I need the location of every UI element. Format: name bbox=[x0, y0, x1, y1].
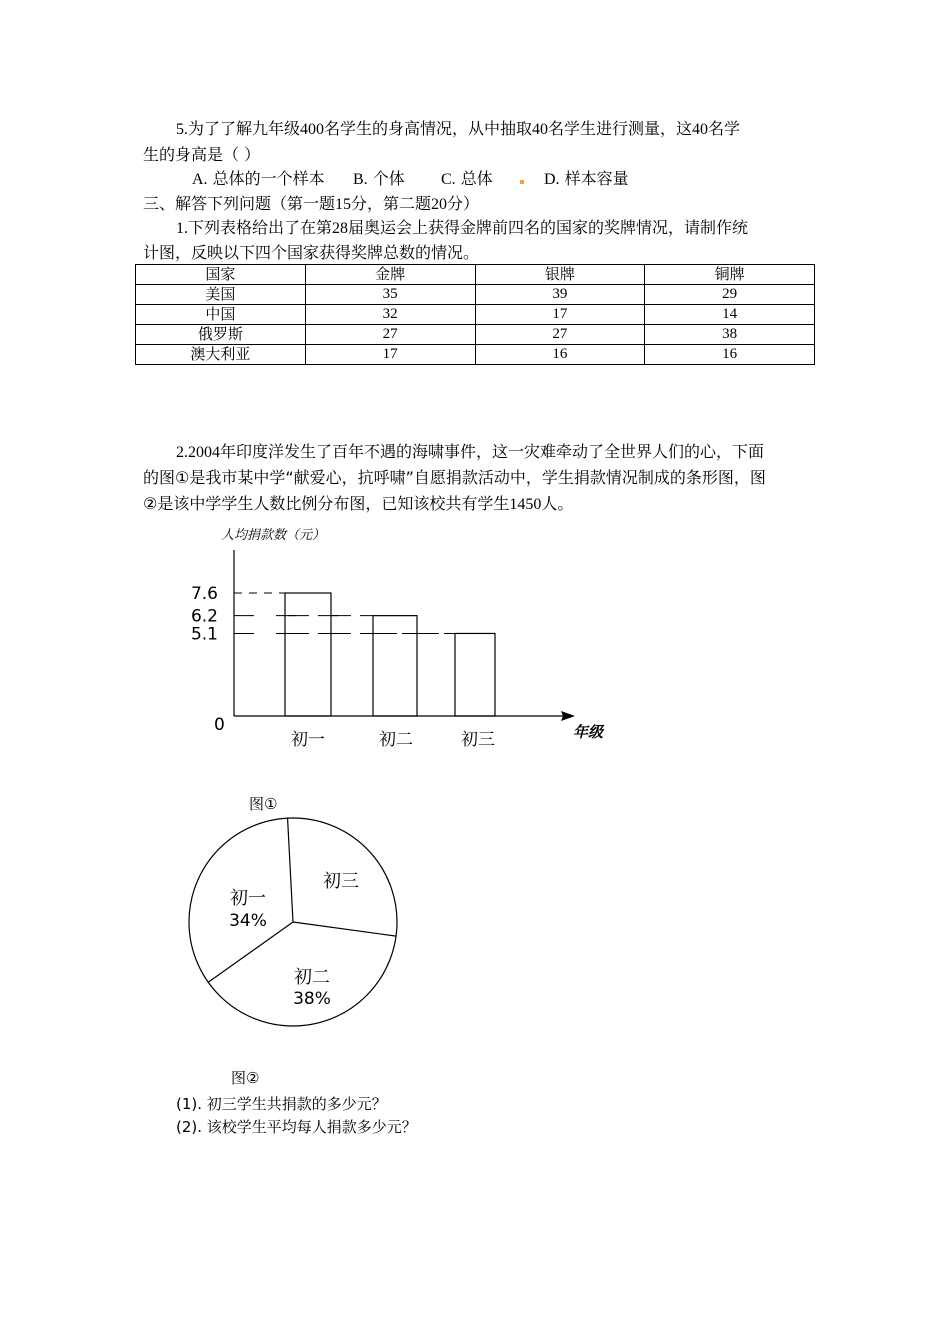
header-bronze: 铜牌 bbox=[645, 265, 815, 285]
y-axis-label: 人均捐款数（元） bbox=[221, 528, 326, 543]
cell-gold: 27 bbox=[305, 325, 475, 345]
option-letter: A. bbox=[192, 171, 208, 188]
p2-n2004: 2004 bbox=[188, 444, 220, 461]
p2-text-3a: ②是该中学学生人数比例分布图，已知该校共有学生 bbox=[143, 494, 510, 513]
p1-text-b: 届奥运会上获得金牌前四名的国家的奖牌情况，请制作统 bbox=[348, 218, 749, 237]
cell-gold: 32 bbox=[305, 305, 475, 325]
q5-text-d: 名学 bbox=[708, 119, 741, 138]
p1-line2: 计图，反映以下四个国家获得奖牌总数的情况。 bbox=[143, 243, 480, 262]
header-country: 国家 bbox=[136, 265, 306, 285]
question-1: (1). 初三学生共捐款的多少元？ bbox=[176, 1095, 387, 1113]
section-n15: 15 bbox=[335, 196, 352, 213]
q5-number: 5. bbox=[176, 121, 188, 138]
p2-n1450: 1450 bbox=[509, 496, 542, 513]
pie-group bbox=[189, 818, 397, 1026]
pie-slice-percent: 34% bbox=[229, 911, 267, 931]
p2-line2: 的图①是我市某中学“献爱心，抗呼啸”自愿捐款活动中，学生捐款情况制成的条形图，图 bbox=[143, 468, 766, 487]
x-tick-label: 初三 bbox=[461, 730, 495, 750]
cell-bronze: 29 bbox=[645, 285, 815, 305]
option-text: 总体的一个样本 bbox=[212, 169, 325, 188]
pie-slice-boundary bbox=[208, 922, 293, 982]
cell-silver: 16 bbox=[475, 345, 645, 365]
origin-label: 0 bbox=[214, 715, 225, 735]
option-letter: C. bbox=[441, 171, 456, 188]
q5-text-a: 为了了解九年级 bbox=[188, 119, 301, 138]
section-title-c: 分） bbox=[447, 194, 480, 213]
figure-1-caption: 图① bbox=[249, 795, 278, 813]
cell-silver: 17 bbox=[475, 305, 645, 325]
y-tick-label: 5.1 bbox=[190, 624, 218, 645]
option-text: 样本容量 bbox=[564, 169, 629, 188]
p2-text-1: 年印度洋发生了百年不遇的海啸事件，这一灾难牵动了全世界人们的心，下面 bbox=[220, 442, 765, 461]
pie-slice-boundary bbox=[293, 922, 396, 936]
cell-silver: 39 bbox=[475, 285, 645, 305]
x-axis-label: 年级 bbox=[573, 723, 604, 741]
q5-n40b: 40 bbox=[692, 121, 709, 138]
cell-country: 俄罗斯 bbox=[136, 325, 306, 345]
pie-slice-label: 初一 bbox=[230, 888, 266, 909]
cell-gold: 17 bbox=[305, 345, 475, 365]
q5-text-c: 名学生进行测量，这 bbox=[548, 119, 693, 138]
pie-slice-boundary bbox=[288, 818, 293, 922]
cell-gold: 35 bbox=[305, 285, 475, 305]
pie-slice-percent: 38% bbox=[293, 989, 331, 1009]
option-letter: D. bbox=[544, 171, 560, 188]
x-tick-label: 初一 bbox=[291, 730, 325, 750]
p1-n28: 28 bbox=[332, 220, 349, 237]
cell-bronze: 16 bbox=[645, 345, 815, 365]
option-text: 总体 bbox=[460, 169, 493, 188]
section-n20: 20 bbox=[431, 196, 448, 213]
y-tick-label: 7.6 bbox=[190, 584, 218, 604]
pie-slice-label: 初三 bbox=[323, 871, 359, 892]
y-tick-label: 6.2 bbox=[190, 606, 218, 627]
cell-country: 中国 bbox=[136, 305, 306, 325]
figure-2-caption: 图② bbox=[231, 1069, 260, 1087]
pie-slice-label: 初二 bbox=[294, 967, 330, 988]
q5-n40a: 40 bbox=[532, 121, 549, 138]
question-2: (2). 该校学生平均每人捐款多少元？ bbox=[176, 1118, 417, 1136]
cell-silver: 27 bbox=[475, 325, 645, 345]
x-tick-label: 初二 bbox=[379, 730, 413, 750]
p1-number: 1. bbox=[176, 220, 188, 237]
section-title-a: 三、解答下列问题（第一题 bbox=[143, 194, 336, 213]
p2-number: 2. bbox=[176, 444, 188, 461]
cell-country: 美国 bbox=[136, 285, 306, 305]
cell-country: 澳大利亚 bbox=[136, 345, 306, 365]
option-text: 个体 bbox=[372, 169, 405, 188]
p1-text-a: 下列表格给出了在第 bbox=[188, 218, 333, 237]
section-title-b: 分，第二题 bbox=[351, 194, 432, 213]
header-gold: 金牌 bbox=[305, 265, 475, 285]
q5-line2: 生的身高是（ ） bbox=[143, 145, 261, 164]
cell-bronze: 38 bbox=[645, 325, 815, 345]
option-letter: B. bbox=[353, 171, 368, 188]
q5-text-b: 名学生的身高情况，从中抽取 bbox=[324, 119, 533, 138]
p2-text-3b: 人。 bbox=[541, 494, 574, 513]
q5-n400: 400 bbox=[300, 121, 325, 138]
cell-bronze: 14 bbox=[645, 305, 815, 325]
header-silver: 银牌 bbox=[475, 265, 645, 285]
